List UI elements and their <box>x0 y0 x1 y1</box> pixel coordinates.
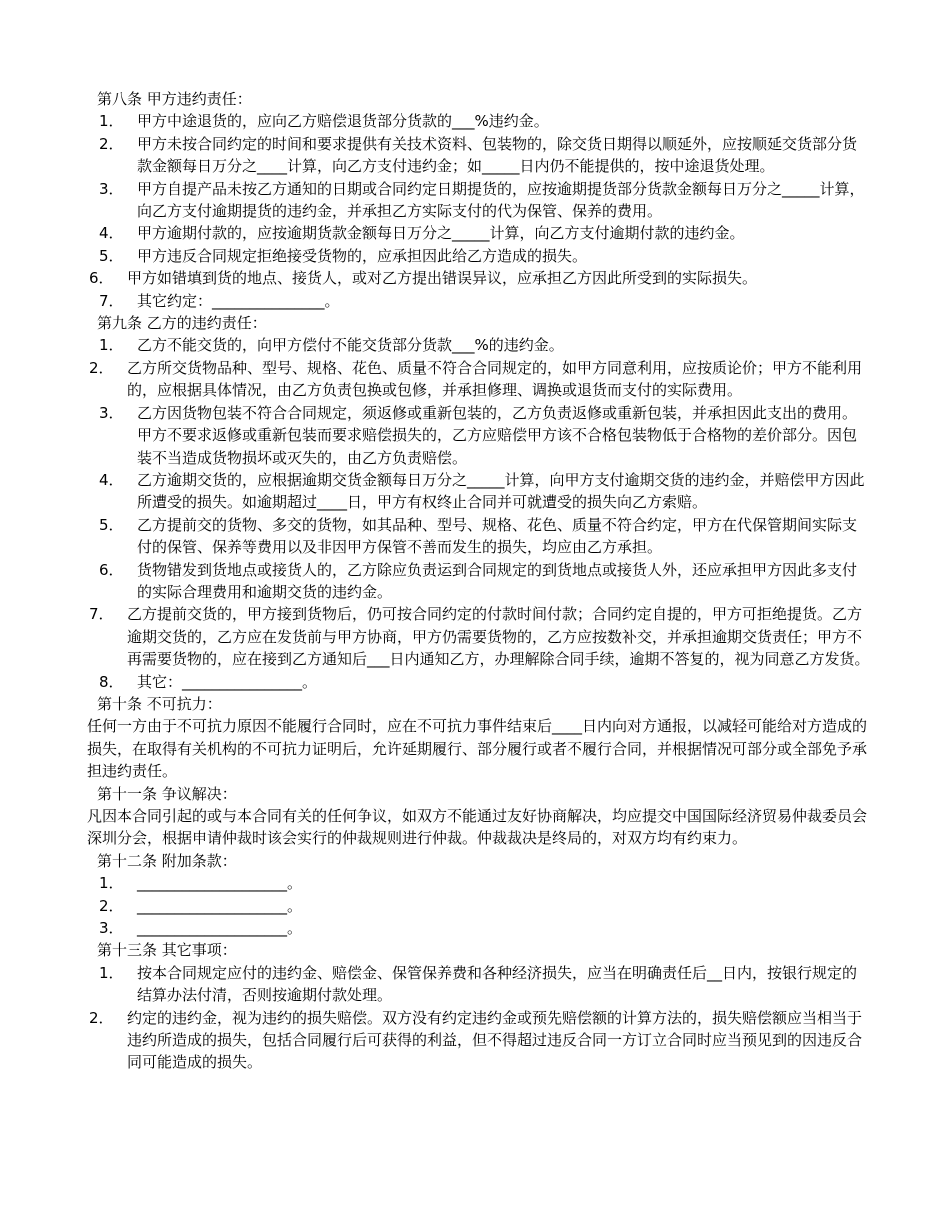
item-number: 4． <box>99 224 124 243</box>
item-number: 2． <box>99 896 124 915</box>
list-item <box>0 290 950 312</box>
item-number: 5． <box>99 515 124 534</box>
article-11-title: 第十一条 争议解决： <box>97 784 237 803</box>
item-number: 1． <box>99 963 124 982</box>
item-text: 按本合同规定应付的违约金、赔偿金、保管保养费和各种经济损失，应当在明确责任后__日内，按银行规定的结算办法付清，否则按逾期付款处理。 <box>137 963 858 1005</box>
list-item <box>0 402 950 469</box>
contract-page <box>0 88 950 1074</box>
article-10-body: 任何一方由于不可抗力原因不能履行合同时，应在不可抗力事件结束后____日内向对方通报，以减轻可能给对方造成的损失，在取得有关机构的不可抗力证明后，允许延期履行、部分履行或者不履行合同，并根据情况可部分或全部免予承担违约责任。 <box>87 717 868 781</box>
item-text: 甲方未按合同约定的时间和要求提供有关技术资料、包装物的，除交货日期得以顺延外，应按顺延交货部分货款金额每日万分之____计算，向乙方支付违约金；如_____日内仍不能提供的，按中途退货处理。 <box>137 134 858 176</box>
list-item <box>0 133 950 178</box>
item-number: 3． <box>99 179 124 198</box>
item-number: 3． <box>99 403 124 422</box>
item-text: 其它：________________。 <box>137 672 318 691</box>
item-number: 1． <box>99 874 124 893</box>
item-number: 7． <box>99 291 124 310</box>
item-number: 3． <box>99 919 124 938</box>
article-11-body: 凡因本合同引起的或与本合同有关的任何争议，如双方不能通过友好协商解决，均应提交中国国际经济贸易仲裁委员会深圳分会，根据申请仲裁时该会实行的仲裁规则进行仲裁。仲裁裁决是终局的，对双方均有约束力。 <box>87 807 868 848</box>
item-blank: ____________________。 <box>137 919 303 938</box>
item-text: 甲方逾期付款的，应按逾期货款金额每日万分之_____计算，向乙方支付逾期付款的违约金。 <box>137 224 745 243</box>
item-number: 2． <box>89 1008 114 1027</box>
item-number: 4． <box>99 470 124 489</box>
item-text: 乙方因货物包装不符合合同规定，须返修或重新包装的，乙方负责返修或重新包装，并承担因此支出的费用。甲方不要求返修或重新包装而要求赔偿损失的，乙方应赔偿甲方该不合格包装物低于合格物的差价部分。因包装不当造成货物损坏或灭失的，由乙方负责赔偿。 <box>137 403 858 467</box>
article-8-title: 第八条 甲方违约责任： <box>97 90 252 108</box>
list-item <box>0 110 950 132</box>
item-number: 8． <box>99 672 124 691</box>
article-9-title: 第九条 乙方的违约责任： <box>97 314 267 333</box>
article-10-title: 第十条 不可抗力： <box>97 694 222 713</box>
item-text: 乙方不能交货的，向甲方偿付不能交货部分货款___%的违约金。 <box>137 336 564 355</box>
item-text: 乙方所交货物品种、型号、规格、花色、质量不符合合同规定的，如甲方同意利用，应按质论价；甲方不能利用的，应根据具体情况，由乙方负责包换或包修，并承担修理、调换或退货而支付的实际费用。 <box>127 358 863 400</box>
item-number: 5． <box>99 246 124 265</box>
list-item <box>0 895 950 917</box>
item-number: 2． <box>89 358 114 377</box>
list-item <box>0 962 950 1007</box>
list-item <box>0 514 950 559</box>
item-text: 货物错发到货地点或接货人的，乙方除应负责运到合同规定的到货地点或接货人外，还应承担甲方因此多支付的实际合理费用和逾期交货的违约金。 <box>137 560 858 601</box>
list-item <box>0 872 950 894</box>
item-blank: ____________________。 <box>137 874 303 893</box>
list-item <box>0 178 950 223</box>
list-item <box>0 671 950 693</box>
list-item <box>0 1007 950 1074</box>
item-text: 其它约定：_______________。 <box>137 291 340 310</box>
list-item <box>0 334 950 356</box>
list-item <box>0 917 950 939</box>
item-number: 2． <box>99 134 124 153</box>
item-number: 7． <box>89 605 114 624</box>
list-item <box>0 469 950 514</box>
item-text: 甲方自提产品未按乙方通知的日期或合同约定日期提货的，应按逾期提货部分货款金额每日万分之_____计算，向乙方支付逾期提货的违约金，并承担乙方实际支付的代为保管、保养的费用。 <box>137 179 865 221</box>
item-text: 甲方中途退货的，应向乙方赔偿退货部分货款的___%违约金。 <box>137 112 549 131</box>
list-item <box>0 603 950 670</box>
item-number: 6． <box>99 560 124 579</box>
item-number: 1． <box>99 336 124 355</box>
item-text: 约定的违约金，视为违约的损失赔偿。双方没有约定违约金或预先赔偿额的计算方法的，损失赔偿额应当相当于违约所造成的损失，包括合同履行后可获得的利益，但不得超过违反合同一方订立合同时应当预见到的因违反合同可能造成的损失。 <box>127 1008 863 1072</box>
list-item <box>0 559 950 604</box>
list-item <box>0 357 950 402</box>
list-item <box>0 267 950 289</box>
item-text: 乙方提前交货的，甲方接到货物后，仍可按合同约定的付款时间付款；合同约定自提的，甲方可拒绝提货。乙方逾期交货的，乙方应在发货前与甲方协商，甲方仍需要货物的，乙方应按数补交，并承担逾期交货责任；甲方不再需要货物的，应在接到乙方通知后___日内通知乙方，办理解除合同手续，逾期不答复的，视为同意乙方发货。 <box>127 605 870 669</box>
article-13-title: 第十三条 其它事项： <box>97 941 237 960</box>
item-text: 甲方如错填到货的地点、接货人，或对乙方提出错误异议，应承担乙方因此所受到的实际损失。 <box>127 269 758 288</box>
item-blank: ____________________。 <box>137 896 303 915</box>
item-text: 乙方逾期交货的，应根据逾期交货金额每日万分之_____计算，向甲方支付逾期交货的违约金，并赔偿甲方因此所遭受的损失。如逾期超过____日，甲方有权终止合同并可就遭受的损失向乙方索赔。 <box>137 470 865 512</box>
item-number: 1． <box>99 112 124 131</box>
article-12-title: 第十二条 附加条款： <box>97 851 237 870</box>
item-text: 甲方违反合同规定拒绝接受货物的，应承担因此给乙方造成的损失。 <box>137 246 588 265</box>
item-text: 乙方提前交的货物、多交的货物，如其品种、型号、规格、花色、质量不符合约定，甲方在代保管期间实际支付的保管、保养等费用以及非因甲方保管不善而发生的损失，均应由乙方承担。 <box>137 515 858 557</box>
list-item <box>0 222 950 244</box>
list-item <box>0 245 950 267</box>
item-number: 6． <box>89 269 114 288</box>
